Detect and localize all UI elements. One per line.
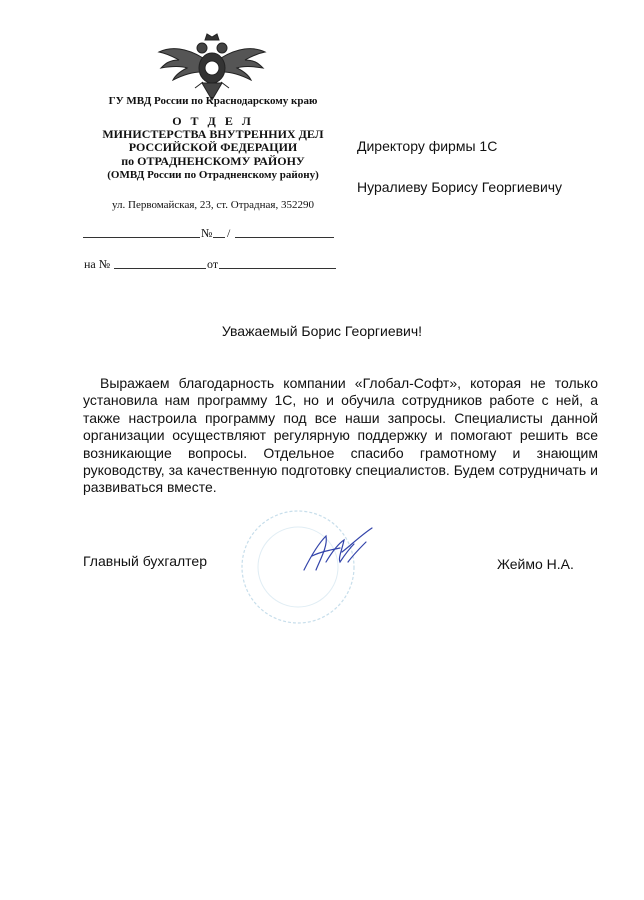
letterhead-abbreviation: (ОМВД России по Отрадненскому району) [107, 169, 319, 181]
addressee-position: Директору фирмы 1С [357, 138, 498, 154]
handwritten-signature [296, 522, 376, 578]
letterhead-federation: РОССИЙСКОЙ ФЕДЕРАЦИИ [128, 140, 298, 154]
outgoing-number-separator: / [227, 226, 231, 240]
letterhead-ministry: МИНИСТЕРСТВА ВНУТРЕННИХ ДЕЛ [102, 127, 324, 141]
signatory-position: Главный бухгалтер [83, 553, 207, 569]
outgoing-number-line [213, 237, 225, 238]
reference-date-line [219, 268, 336, 269]
letter-body [83, 375, 598, 497]
letter-body-text: Выражаем благодарность компании «Глобал-Софт», которая не только установила нам программу 1С, но и обучила сотрудников работе с ней, а также настроила программу под все наши запросы. Специалисты данной организации осуществляют регулярную поддержку и помогают решить все возникающие вопросы. Отдельное спасибо грамотному и знающим руководству, за качественную подготовку специалистов. Будем сотрудничать и развиваться вместе. [83, 375, 598, 496]
letterhead-district: по ОТРАДНЕНСКОМУ РАЙОНУ [121, 154, 305, 168]
salutation: Уважаемый Борис Георгиевич! [221, 323, 423, 339]
letterhead-department: О Т Д Е Л [172, 114, 254, 128]
outgoing-number-label: № [201, 226, 213, 240]
addressee-name: Нуралиеву Борису Георгиевичу [357, 179, 563, 195]
outgoing-date-line [83, 237, 200, 238]
signatory-name: Жеймо Н.А. [497, 556, 574, 572]
letterhead-region: ГУ МВД России по Краснодарскому краю [108, 95, 318, 107]
reference-prefix: на № [84, 257, 111, 271]
reference-number-line [114, 268, 206, 269]
letterhead-address: ул. Первомайская, 23, ст. Отрадная, 352290 [112, 199, 314, 211]
reference-from-label: от [207, 257, 219, 271]
outgoing-number-line-2 [235, 237, 334, 238]
